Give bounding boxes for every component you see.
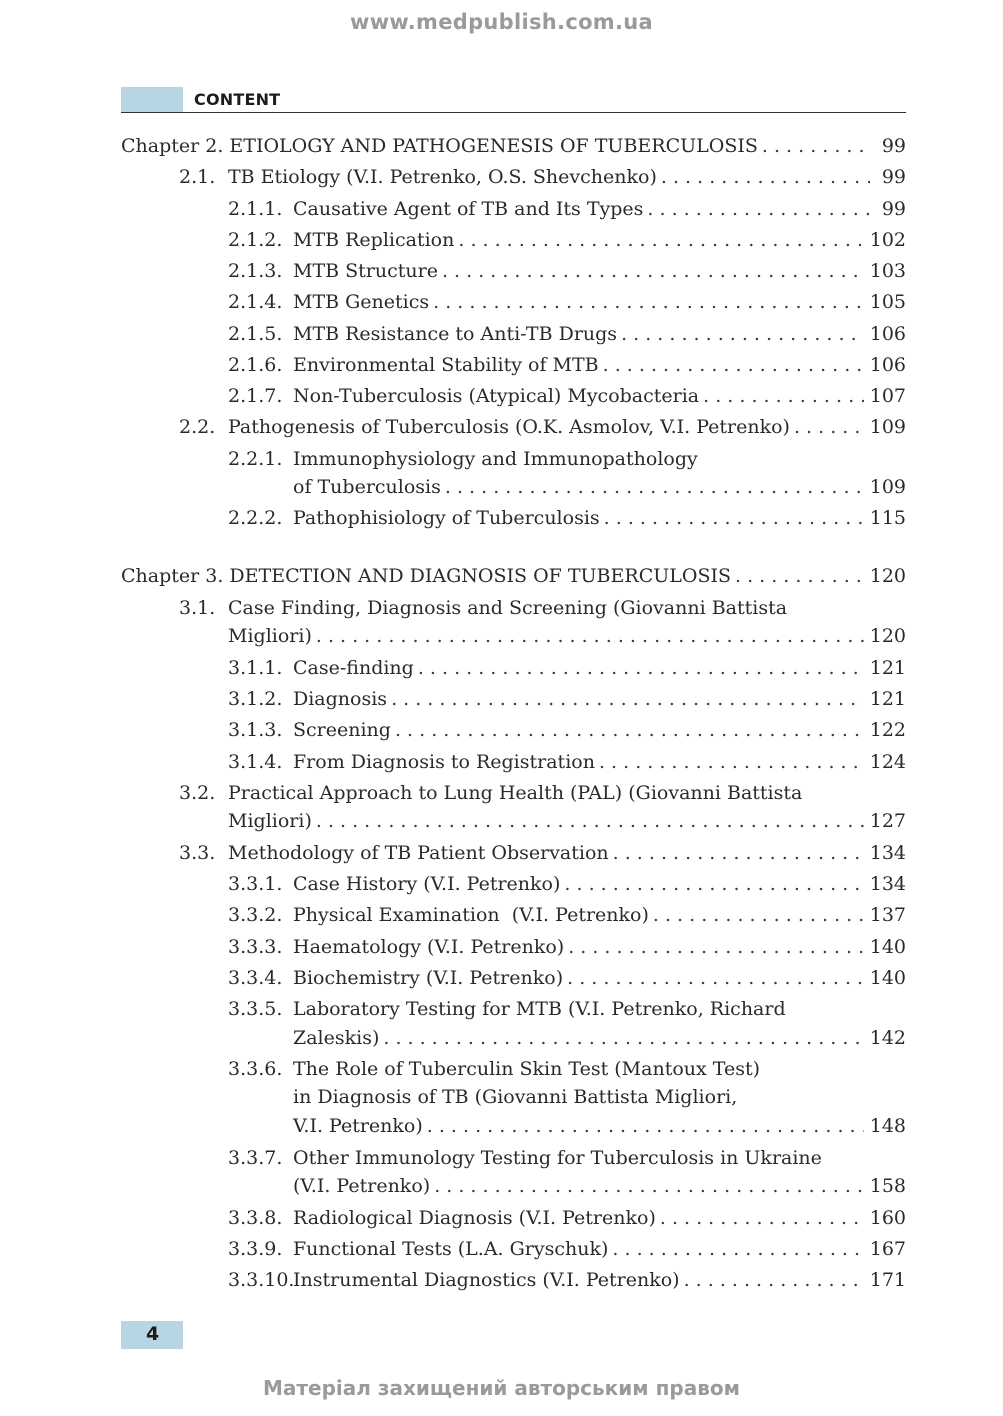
toc-entry-3-3-4[interactable] — [228, 965, 906, 991]
toc-entry-2-1-3[interactable] — [228, 258, 906, 284]
leader-dots — [612, 1236, 863, 1262]
toc-page: 102 — [869, 229, 906, 251]
toc-page: 124 — [869, 751, 906, 773]
toc-page: 120 — [869, 565, 906, 587]
toc-entry-2-1-5[interactable] — [228, 321, 906, 347]
leader-dots — [427, 1113, 864, 1139]
toc-title-continued: of Tuberculosis — [293, 476, 441, 498]
toc-page: 122 — [869, 719, 906, 741]
toc-title: Pathophisiology of Tuberculosis — [293, 507, 600, 529]
toc-title: Laboratory Testing for MTB (V.I. Petrenko, Richard — [293, 998, 786, 1020]
toc-page: 140 — [869, 967, 906, 989]
toc-page: 127 — [869, 810, 906, 832]
leader-dots — [604, 505, 864, 531]
toc-page: 107 — [869, 385, 906, 407]
toc-page: 99 — [881, 198, 906, 220]
toc-entry-3-3-7-first-line[interactable] — [228, 1145, 822, 1171]
toc-title: Non-Tuberculosis (Atypical) Mycobacteria — [293, 385, 700, 407]
leader-dots — [684, 1267, 864, 1293]
toc-entry-2-1-2[interactable] — [228, 227, 906, 253]
toc-number: 2.1.2. — [228, 229, 283, 251]
toc-title: The Role of Tuberculin Skin Test (Mantoux Test) — [293, 1058, 761, 1080]
toc-number: 2.1.6. — [228, 354, 283, 376]
toc-title: Diagnosis — [293, 688, 388, 710]
toc-title: Case-finding — [293, 657, 414, 679]
leader-dots — [567, 965, 864, 991]
toc-entry-3-3-9[interactable] — [228, 1236, 906, 1262]
toc-entry-2-2-1-first-line[interactable] — [228, 446, 698, 472]
header-color-block — [121, 87, 183, 112]
toc-title: Instrumental Diagnostics (V.I. Petrenko) — [293, 1269, 680, 1291]
leader-dots — [442, 258, 864, 284]
leader-dots — [316, 623, 864, 649]
toc-title: Environmental Stability of MTB — [293, 354, 599, 376]
leader-dots — [762, 133, 870, 159]
toc-entry-3-2-first-line[interactable] — [179, 780, 802, 806]
toc-entry-2-2-2[interactable] — [228, 505, 906, 531]
toc-title: Haematology (V.I. Petrenko) — [293, 936, 565, 958]
toc-number: 3.2. — [179, 782, 216, 804]
toc-entry-3-3-7[interactable] — [293, 1173, 906, 1199]
toc-title: Functional Tests (L.A. Gryschuk) — [293, 1238, 609, 1260]
toc-chapter-2[interactable] — [121, 133, 906, 159]
toc-page: 99 — [881, 135, 906, 157]
toc-title: Chapter 3. DETECTION AND DIAGNOSIS OF TUBERCULOSIS — [121, 565, 731, 587]
toc-title: MTB Resistance to Anti-TB Drugs — [293, 323, 618, 345]
leader-dots — [418, 655, 864, 681]
toc-title: Other Immunology Testing for Tuberculosis in Ukraine — [293, 1147, 822, 1169]
leader-dots — [458, 227, 863, 253]
toc-number: 2.2.2. — [228, 507, 283, 529]
leader-dots — [568, 934, 864, 960]
toc-number: 3.3.10. — [228, 1269, 295, 1291]
toc-entry-3-3-8[interactable] — [228, 1205, 906, 1231]
toc-number: 3.3.6. — [228, 1058, 283, 1080]
toc-entry-3-3-1[interactable] — [228, 871, 906, 897]
toc-page: 134 — [869, 873, 906, 895]
toc-title-continued: Zaleskis) — [293, 1027, 380, 1049]
toc-title-continued: V.I. Petrenko) — [293, 1115, 423, 1137]
toc-title: Biochemistry (V.I. Petrenko) — [293, 967, 564, 989]
toc-page: 140 — [869, 936, 906, 958]
toc-page: 158 — [869, 1175, 906, 1197]
watermark-bottom: Матеріал захищений авторським правом — [263, 1376, 740, 1400]
leader-dots — [703, 383, 864, 409]
toc-number: 3.3.4. — [228, 967, 283, 989]
leader-dots — [564, 871, 863, 897]
toc-number: 2.1.5. — [228, 323, 283, 345]
toc-title: Chapter 2. ETIOLOGY AND PATHOGENESIS OF TUBERCULOSIS — [121, 135, 758, 157]
toc-number: 3.3.9. — [228, 1238, 283, 1260]
toc-entry-2-1-1[interactable] — [228, 196, 906, 222]
toc-page: 103 — [869, 260, 906, 282]
toc-entry-3-3-6-first-line[interactable] — [228, 1056, 760, 1082]
leader-dots — [735, 563, 864, 589]
toc-page: 99 — [881, 166, 906, 188]
toc-page: 121 — [869, 688, 906, 710]
leader-dots — [599, 749, 864, 775]
toc-entry-2-1-7[interactable] — [228, 383, 906, 409]
toc-entry-3-3-6-second-line[interactable] — [293, 1084, 737, 1110]
toc-number: 3.3.8. — [228, 1207, 283, 1229]
toc-number: 3.1.1. — [228, 657, 283, 679]
toc-title: Screening — [293, 719, 391, 741]
toc-entry-3-1-3[interactable] — [228, 717, 906, 743]
toc-title: Immunophysiology and Immunopathology — [293, 448, 698, 470]
toc-page: 160 — [869, 1207, 906, 1229]
leader-dots — [434, 1173, 864, 1199]
toc-page: 137 — [869, 904, 906, 926]
toc-entry-2-1-6[interactable] — [228, 352, 906, 378]
toc-title: MTB Genetics — [293, 291, 430, 313]
toc-page: 120 — [869, 625, 906, 647]
toc-page: 106 — [869, 354, 906, 376]
toc-entry-3-1-1[interactable] — [228, 655, 906, 681]
toc-number: 2.1. — [179, 166, 216, 188]
toc-number: 3.1. — [179, 597, 216, 619]
toc-entry-2-1-4[interactable] — [228, 289, 906, 315]
toc-title: Methodology of TB Patient Observation — [228, 842, 609, 864]
toc-number: 2.1.3. — [228, 260, 283, 282]
leader-dots — [621, 321, 864, 347]
toc-entry-3-3-10[interactable] — [228, 1267, 906, 1293]
toc-entry-3-1-2[interactable] — [228, 686, 906, 712]
toc-number: 3.1.2. — [228, 688, 283, 710]
toc-chapter-3[interactable] — [121, 563, 906, 589]
toc-entry-2-1[interactable] — [179, 164, 906, 190]
leader-dots — [391, 686, 864, 712]
toc-entry-3-1-4[interactable] — [228, 749, 906, 775]
header-rule — [121, 112, 906, 113]
toc-entry-3-1-first-line[interactable] — [179, 595, 787, 621]
toc-title: TB Etiology (V.I. Petrenko, O.S. Shevchenko) — [228, 166, 657, 188]
toc-title: Pathogenesis of Tuberculosis (O.K. Asmolov, V.I. Petrenko) — [228, 416, 790, 438]
toc-page: 142 — [869, 1027, 906, 1049]
toc-page: 121 — [869, 657, 906, 679]
toc-number: 2.2. — [179, 416, 216, 438]
leader-dots — [603, 352, 864, 378]
toc-title: Practical Approach to Lung Health (PAL) (Giovanni Battista — [228, 782, 803, 804]
toc-title: From Diagnosis to Registration — [293, 751, 595, 773]
toc-page: 106 — [869, 323, 906, 345]
leader-dots — [647, 196, 870, 222]
watermark-top: www.medpublish.com.ua — [350, 10, 653, 34]
leader-dots — [653, 902, 864, 928]
toc-number: 3.3.3. — [228, 936, 283, 958]
toc-number: 3.3.2. — [228, 904, 283, 926]
toc-number: 3.3.7. — [228, 1147, 283, 1169]
toc-entry-3-3-5[interactable] — [293, 1025, 906, 1051]
toc-page: 167 — [869, 1238, 906, 1260]
toc-entry-2-2[interactable] — [179, 414, 906, 440]
toc-page: 134 — [869, 842, 906, 864]
toc-number: 2.1.4. — [228, 291, 283, 313]
toc-entry-3-3[interactable] — [179, 840, 906, 866]
toc-page: 171 — [869, 1269, 906, 1291]
toc-number: 2.1.1. — [228, 198, 283, 220]
toc-number: 2.1.7. — [228, 385, 283, 407]
toc-entry-3-3-6[interactable] — [293, 1113, 906, 1139]
toc-page: 115 — [869, 507, 906, 529]
toc-title-continued: Migliori) — [228, 810, 312, 832]
leader-dots — [661, 164, 870, 190]
toc-number: 3.3. — [179, 842, 216, 864]
leader-dots — [613, 840, 864, 866]
toc-title: Case Finding, Diagnosis and Screening (Giovanni Battista — [228, 597, 788, 619]
leader-dots — [660, 1205, 864, 1231]
toc-number: 3.3.5. — [228, 998, 283, 1020]
toc-page: 105 — [869, 291, 906, 313]
toc-number: 2.2.1. — [228, 448, 283, 470]
toc-number: 3.1.3. — [228, 719, 283, 741]
toc-number: 3.1.4. — [228, 751, 283, 773]
toc-title-continued: in Diagnosis of TB (Giovanni Battista Migliori, — [293, 1086, 738, 1108]
toc-page: 109 — [869, 416, 906, 438]
leader-dots — [395, 717, 864, 743]
toc-title: Radiological Diagnosis (V.I. Petrenko) — [293, 1207, 656, 1229]
toc-entry-3-3-2[interactable] — [228, 902, 906, 928]
toc-title: Case History (V.I. Petrenko) — [293, 873, 561, 895]
leader-dots — [794, 414, 864, 440]
page-number: 4 — [146, 1323, 160, 1345]
toc-page: 148 — [869, 1115, 906, 1137]
toc-entry-3-3-5-first-line[interactable] — [228, 996, 786, 1022]
toc-title: MTB Structure — [293, 260, 438, 282]
toc-title: Physical Examination (V.I. Petrenko) — [293, 904, 649, 926]
toc-entry-3-3-3[interactable] — [228, 934, 906, 960]
leader-dots — [445, 474, 864, 500]
header-label: CONTENT — [194, 90, 281, 109]
page-header — [121, 87, 906, 112]
leader-dots — [433, 289, 864, 315]
toc-number: 3.3.1. — [228, 873, 283, 895]
toc-title: Causative Agent of TB and Its Types — [293, 198, 644, 220]
toc-title-continued: (V.I. Petrenko) — [293, 1175, 431, 1197]
toc-title: MTB Replication — [293, 229, 455, 251]
leader-dots — [316, 808, 864, 834]
toc-page: 109 — [869, 476, 906, 498]
toc-entry-2-2-1[interactable] — [293, 474, 906, 500]
leader-dots — [383, 1025, 863, 1051]
toc-entry-3-1[interactable] — [228, 623, 906, 649]
toc-title-continued: Migliori) — [228, 625, 312, 647]
toc-entry-3-2[interactable] — [228, 808, 906, 834]
